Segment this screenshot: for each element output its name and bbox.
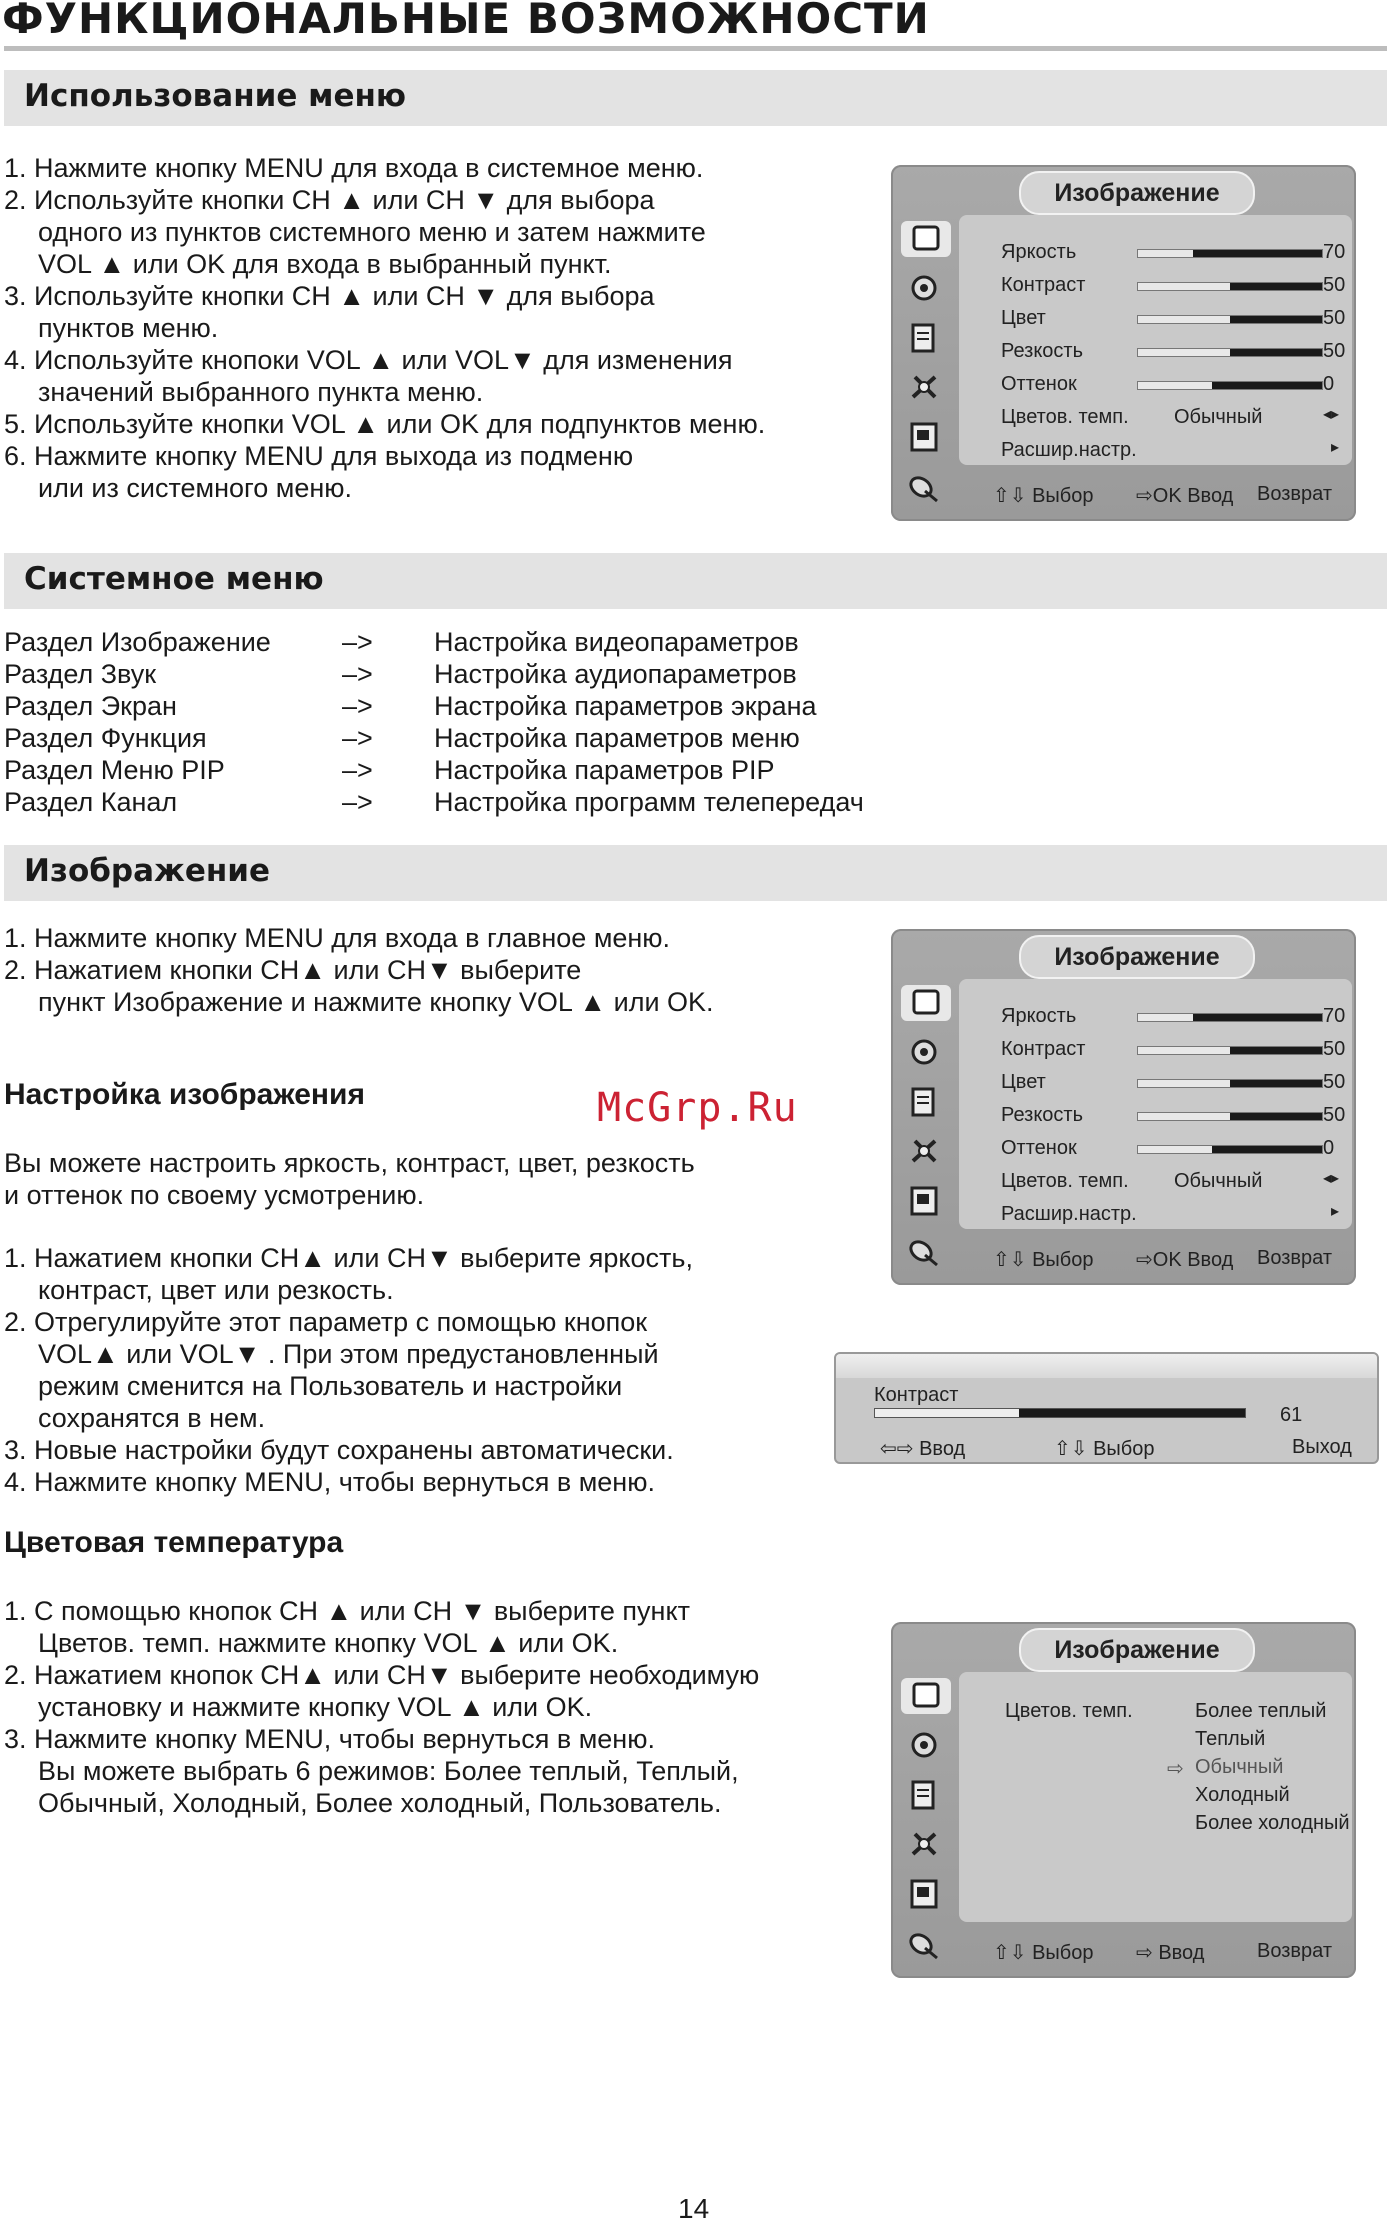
osd-item-sharpness-bar [1137,1112,1323,1121]
text-line: 3. Новые настройки будут сохранены автоматически. [4,1435,674,1465]
watermark: McGrp.Ru [597,1085,798,1131]
page-title: ФУНКЦИОНАЛЬНЫЕ ВОЗМОЖНОСТИ [2,0,930,43]
text-line: Цветов. темп. нажмите кнопку VOL ▲ или OK. [38,1628,619,1658]
osd-footer-back: Возврат [1257,483,1332,505]
text-line: Вы можете настроить яркость, контраст, цвет, резкость [4,1148,695,1178]
osd-color-temp-label: Цветов. темп. [1001,1170,1129,1192]
section-heading-picture: Изображение [24,853,271,889]
text-line: 1. Нажмите кнопку MENU для входа в системное меню. [4,153,704,183]
osd-item-color-value: 50 [1323,1071,1346,1093]
osd-color-temp-menu [891,1622,1356,1978]
pip-icon [907,419,941,455]
osd-item-sharpness-value: 50 [1323,340,1346,362]
osd-item-tint-value: 0 [1323,1137,1335,1159]
osd-item-brightness-label: Яркость [1001,241,1077,263]
osd-item-contrast-bar [1137,1046,1323,1055]
osd-item-color-bar [1137,315,1323,324]
text-line: 1. Нажатием кнопки CH▲ или CH▼ выберите яркость, [4,1243,693,1273]
text-line: сохранятся в нем. [38,1403,266,1433]
text-line: 2. Нажатием кнопок CH▲ или CH▼ выберите необходимую [4,1660,760,1690]
osd-item-contrast-bar [1137,282,1323,291]
system-row-arrow: –> [342,723,373,753]
slider-track [874,1408,1246,1418]
ct-footer-enter: ⇨ Ввод [1136,1942,1205,1964]
picture-icon [901,221,951,257]
osd-item-color-label: Цвет [1001,1071,1046,1093]
function-icon [907,369,941,405]
osd-tab-strip [891,1676,957,1976]
osd-item-tint-value: 0 [1323,373,1335,395]
text-line: Вы можете выбрать 6 режимов: Более теплый, Теплый, [38,1756,739,1786]
text-line: 1. С помощью кнопок CH ▲ или CH ▼ выберите пункт [4,1596,690,1626]
channel-icon [907,1233,941,1269]
system-row-right: Настройка параметров экрана [434,691,817,721]
osd-item-brightness-bar [1137,249,1323,258]
osd-title: Изображение [1019,935,1255,979]
osd-item-contrast-label: Контраст [1001,274,1086,296]
osd-footer-ok: ⇨OK Ввод [1136,1249,1234,1271]
text-line: контраст, цвет или резкость. [38,1275,394,1305]
text-line: режим сменится на Пользователь и настройки [38,1371,623,1401]
slider-header [836,1354,1377,1378]
osd-color-temp-arrows: ◂▸ [1323,1170,1340,1187]
ct-option: Более теплый [1195,1700,1327,1722]
osd-picture-menu-2 [891,929,1356,1285]
text-line: одного из пунктов системного меню и затем нажмите [38,217,706,247]
ct-selected-marker: ⇨ [1167,1758,1184,1780]
system-row-right: Настройка аудиопараметров [434,659,797,689]
section-bar-system-menu [4,553,1387,609]
osd-item-sharpness-value: 50 [1323,1104,1346,1126]
text-line: значений выбранного пункта меню. [38,377,484,407]
slider-footer-select: ⇧⇩ Выбор [1054,1438,1155,1460]
pip-icon [907,1183,941,1219]
slider-value: 61 [1280,1404,1303,1426]
osd-color-temp-label: Цветов. темп. [1001,406,1129,428]
section-heading-system-menu: Системное меню [24,561,324,597]
osd-item-color-bar [1137,1079,1323,1088]
slider-label: Контраст [874,1384,959,1406]
text-line: пунктов меню. [38,313,219,343]
osd-advanced-label: Расшир.настр. [1001,439,1137,461]
osd-item-contrast-label: Контраст [1001,1038,1086,1060]
function-icon [907,1133,941,1169]
color-temp-heading: Цветовая температура [4,1526,344,1559]
ct-footer-select: ⇧⇩ Выбор [993,1942,1094,1964]
ct-footer-back: Возврат [1257,1940,1332,1962]
text-line: установку и нажмите кнопку VOL ▲ или OK. [38,1692,593,1722]
screen-icon [907,319,941,355]
system-row-left: Раздел Канал [4,787,178,817]
osd-item-brightness-value: 70 [1323,1005,1346,1027]
slider-fill [1019,1409,1245,1417]
system-row-left: Раздел Меню PIP [4,755,225,785]
slider-footer-enter: ⇦⇨ Ввод [880,1438,966,1460]
ct-option: Холодный [1195,1784,1290,1806]
picture-intro-text [4,922,714,1018]
system-row-arrow: –> [342,627,373,657]
sound-icon [907,269,941,305]
osd-item-tint-bar [1137,1145,1323,1154]
text-line: 5. Используйте кнопки VOL ▲ или OK для подпунктов меню. [4,409,766,439]
system-row-arrow: –> [342,691,373,721]
system-row-right: Настройка параметров меню [434,723,800,753]
osd-item-sharpness-bar [1137,348,1323,357]
osd-item-brightness-label: Яркость [1001,1005,1077,1027]
sound-icon [907,1726,941,1762]
ct-option: Более холодный [1195,1812,1350,1834]
setup-steps [4,1242,693,1498]
pip-icon [907,1876,941,1912]
osd-footer-back: Возврат [1257,1247,1332,1269]
picture-icon [901,985,951,1021]
menu-usage-text [4,152,765,504]
osd-title: Изображение [1019,171,1255,215]
system-row-left: Раздел Звук [4,659,157,689]
text-line: Обычный, Холодный, Более холодный, Пользователь. [38,1788,722,1818]
system-row-arrow: –> [342,659,373,689]
channel-icon [907,1926,941,1962]
text-line: 4. Нажмите кнопку MENU, чтобы вернуться в меню. [4,1467,655,1497]
osd-picture-menu-1 [891,165,1356,521]
osd-item-color-value: 50 [1323,307,1346,329]
system-row-right: Настройка программ телепередач [434,787,864,817]
slider-footer-exit: Выход [1292,1436,1352,1458]
osd-item-tint-label: Оттенок [1001,373,1077,395]
osd-footer-select: ⇧⇩ Выбор [993,485,1094,507]
osd-color-temp-value: Обычный [1174,406,1263,428]
osd-item-tint-label: Оттенок [1001,1137,1077,1159]
osd-item-contrast-value: 50 [1323,1038,1346,1060]
ct-option: Теплый [1195,1728,1266,1750]
osd-item-sharpness-label: Резкость [1001,1104,1083,1126]
text-line: 6. Нажмите кнопку MENU для выхода из подменю [4,441,634,471]
screen-icon [907,1776,941,1812]
osd-advanced-arrow: ▸ [1331,1203,1340,1220]
channel-icon [907,469,941,505]
system-row-left: Раздел Функция [4,723,207,753]
picture-icon [901,1678,951,1714]
text-line: или из системного меню. [38,473,353,503]
osd-footer-ok: ⇨OK Ввод [1136,485,1234,507]
osd-item-sharpness-label: Резкость [1001,340,1083,362]
text-line: VOL▲ или VOL▼ . При этом предустановленный [38,1339,659,1369]
setup-description [4,1147,695,1211]
section-bar-picture [4,845,1387,901]
osd-color-temp-arrows: ◂▸ [1323,406,1340,423]
osd-item-contrast-value: 50 [1323,274,1346,296]
system-row-right: Настройка параметров PIP [434,755,775,785]
system-row-left: Раздел Изображение [4,627,271,657]
text-line: пункт Изображение и нажмите кнопку VOL ▲ или OK. [38,987,714,1017]
function-icon [907,1826,941,1862]
osd-tab-strip [891,219,957,519]
text-line: и оттенок по своему усмотрению. [4,1180,425,1210]
system-row-right: Настройка видеопараметров [434,627,799,657]
osd-item-tint-bar [1137,381,1323,390]
osd-tab-strip [891,983,957,1283]
section-bar-menu-usage [4,70,1387,126]
text-line: 4. Используйте кнопоки VOL ▲ или VOL▼ для изменения [4,345,733,375]
osd-advanced-arrow: ▸ [1331,439,1340,456]
text-line: 1. Нажмите кнопку MENU для входа в главное меню. [4,923,671,953]
contrast-slider-box [834,1352,1379,1464]
title-rule [4,46,1387,51]
osd-item-color-label: Цвет [1001,307,1046,329]
sound-icon [907,1033,941,1069]
ct-option-selected: Обычный [1195,1756,1284,1778]
text-line: 2. Отрегулируйте этот параметр с помощью кнопок [4,1307,648,1337]
text-line: 2. Используйте кнопки CH ▲ или CH ▼ для выбора [4,185,655,215]
system-row-left: Раздел Экран [4,691,177,721]
text-line: 3. Нажмите кнопку MENU, чтобы вернуться в меню. [4,1724,655,1754]
text-line: 2. Нажатием кнопки CH▲ или CH▼ выберите [4,955,582,985]
page-number: 14 [678,2193,710,2224]
text-line: VOL ▲ или OK для входа в выбранный пункт. [38,249,612,279]
system-row-arrow: –> [342,787,373,817]
system-row-arrow: –> [342,755,373,785]
text-line: 3. Используйте кнопки CH ▲ или CH ▼ для выбора [4,281,655,311]
osd-advanced-label: Расшир.настр. [1001,1203,1137,1225]
setup-heading: Настройка изображения [4,1078,365,1111]
color-temp-steps [4,1595,759,1819]
section-heading-menu-usage: Использование меню [24,78,407,114]
osd-item-brightness-bar [1137,1013,1323,1022]
osd-footer-select: ⇧⇩ Выбор [993,1249,1094,1271]
screen-icon [907,1083,941,1119]
osd-color-temp-value: Обычный [1174,1170,1263,1192]
osd-title: Изображение [1019,1628,1255,1672]
ct-label: Цветов. темп. [1005,1700,1133,1722]
osd-item-brightness-value: 70 [1323,241,1346,263]
